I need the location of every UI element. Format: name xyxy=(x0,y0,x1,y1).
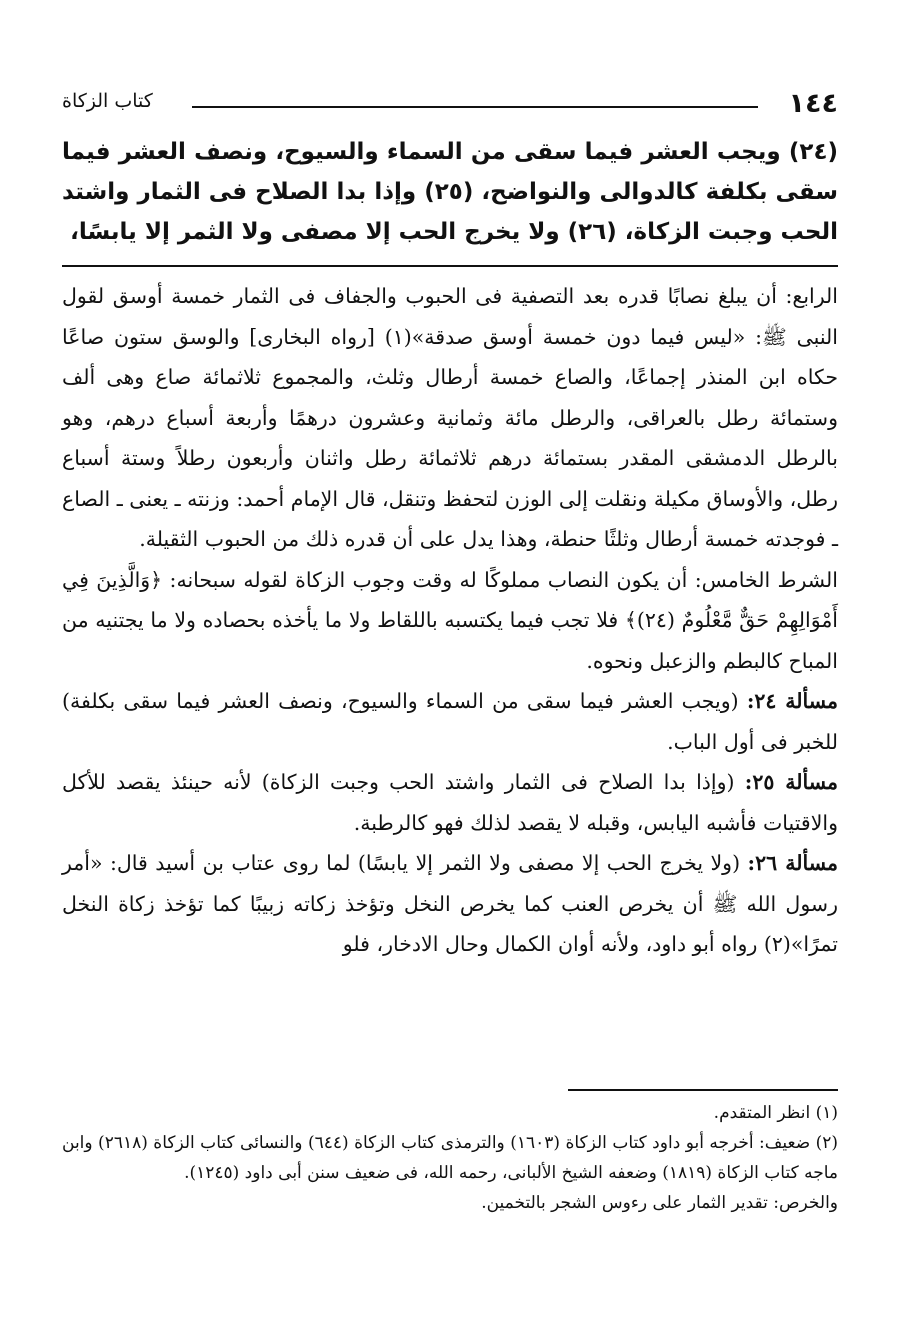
page-header xyxy=(62,86,838,130)
footnote: والخرص: تقدير الثمار على رءوس الشجر بالتخمين. xyxy=(481,1193,838,1213)
commentary-text: (ويجب العشر فيما سقى من السماء والسيوح، ونصف العشر فيما سقى بكلفة) للخبر فى أول الباب. xyxy=(62,689,838,754)
footnote: (١) انظر المتقدم. xyxy=(713,1103,838,1123)
footnotes xyxy=(62,1098,838,1218)
commentary-paragraph xyxy=(62,762,838,843)
running-title: كتاب الزكاة xyxy=(62,90,153,112)
issue-label: مسألة ٢٦: xyxy=(747,851,838,875)
footnote: (٢) ضعيف: أخرجه أبو داود كتاب الزكاة (١٦٠٣) والترمذى كتاب الزكاة (٦٤٤) والنسائى كتاب الزكاة (٢٦١٨) وابن ماجه كتاب الزكاة (١٨١٩) وضعفه الشيخ الألبانى، رحمه الله، فى ضعيف سنن أبى داود (١٢٤٥). xyxy=(62,1133,838,1183)
commentary-paragraph xyxy=(62,681,838,762)
main-text-rule xyxy=(62,265,838,267)
commentary xyxy=(62,276,838,965)
issue-label: مسألة ٢٤: xyxy=(746,689,838,713)
commentary-text: الشرط الخامس: أن يكون النصاب مملوكًا له وقت وجوب الزكاة لقوله سبحانه: ﴿وَالَّذِينَ فِي أَمْوَالِهِمْ حَقٌّ مَّعْلُومٌ (٢٤)﴾ فلا تجب فيما يكتسبه باللقاط ولا ما يأخذه بحصاده ولا ما يجتنيه من المباح كالبطم والزعبل ونحوه. xyxy=(62,567,838,673)
main-text-paragraph: (٢٤) ويجب العشر فيما سقى من السماء والسيوح، ونصف العشر فيما سقى بكلفة كالدوالى والنواضح، (٢٥) وإذا بدا الصلاح فى الثمار واشتد الحب وجبت الزكاة، (٢٦) ولا يخرج الحب إلا مصفى ولا الثمر إلا يابسًا، xyxy=(62,139,838,245)
commentary-text: (ولا يخرج الحب إلا مصفى ولا الثمر إلا يابسًا) لما روى عتاب بن أسيد قال: «أمر رسول الله ﷺ أن يخرص العنب كما يخرص النخل وتؤخذ زكاته زبيبًا كما تؤخذ زكاة النخل تمرًا»(٢) رواه أبو داود، ولأنه أوان الكمال وحال الادخار، فلو xyxy=(62,851,838,956)
commentary-text: (وإذا بدا الصلاح فى الثمار واشتد الحب وجبت الزكاة) لأنه حينئذ يقصد للأكل والاقتيات فأشبه اليابس، وقبله لا يقصد لذلك فهو كالرطبة. xyxy=(62,770,838,835)
issue-label: مسألة ٢٥: xyxy=(744,770,839,794)
main-text xyxy=(62,132,838,252)
page-number: ١٤٤ xyxy=(788,88,838,119)
commentary-text: الرابع: أن يبلغ نصابًا قدره بعد التصفية فى الحبوب والجفاف فى الثمار خمسة أوسق لقول النبى ﷺ: «ليس فيما دون خمسة أوسق صدقة»(١) [رواه البخارى] والوسق ستون صاعًا حكاه ابن المنذر إجماعًا، والصاع خمسة أرطال وثلث، والمجموع ثلاثمائة صاع وهى ألف وستمائة رطل بالعراقى، والرطل مائة وثمانية وعشرون درهمًا وأربعة أسباع درهم، وهو بالرطل الدمشقى المقدر بستمائة درهم ثلاثمائة رطل واثنان وأربعون رطلاً وستة أسباع رطل، والأوساق مكيلة ونقلت إلى الوزن لتحفظ وتنقل، قال الإمام أحمد: وزنته ـ يعنى ـ الصاع ـ فوجدته خمسة أرطال وثلثًا حنطة، وهذا يدل على أن قدره ذلك من الحبوب الثقيلة. xyxy=(62,284,838,551)
header-rule xyxy=(192,106,758,108)
commentary-paragraph xyxy=(62,560,838,682)
commentary-paragraph xyxy=(62,276,838,560)
commentary-paragraph xyxy=(62,843,838,965)
footnote-rule xyxy=(568,1089,838,1091)
